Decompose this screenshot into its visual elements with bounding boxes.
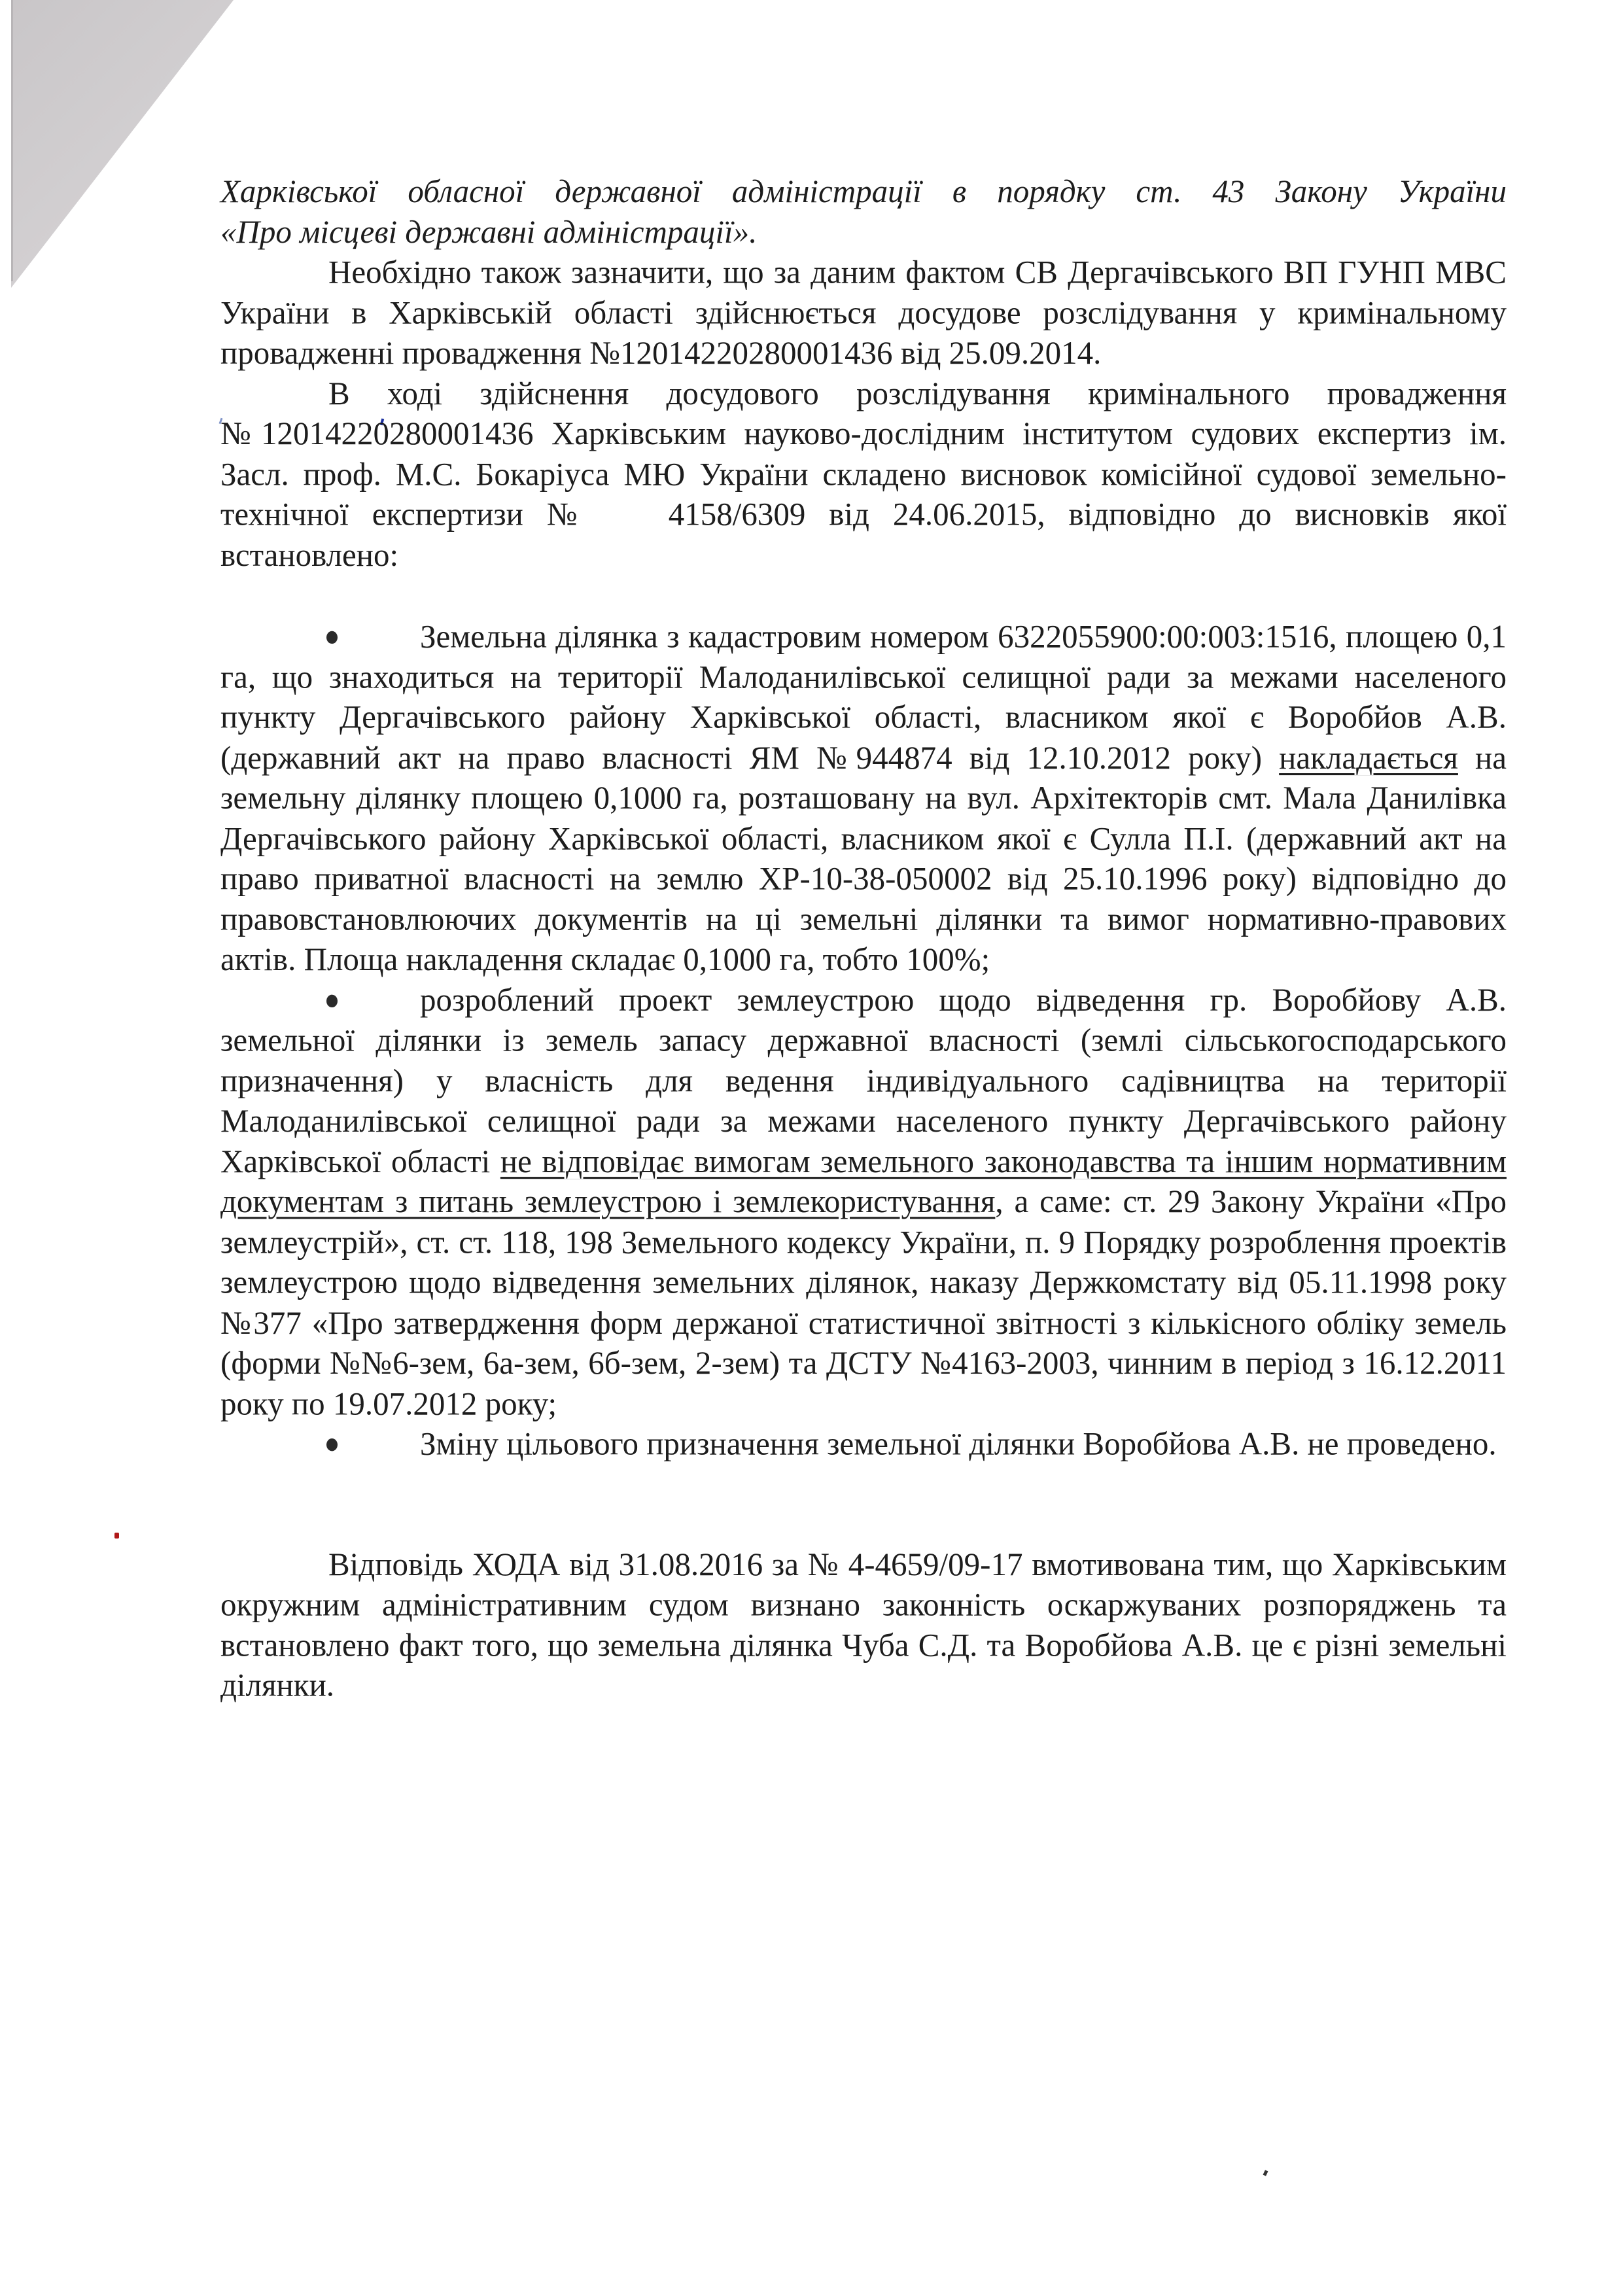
bullet-text: на земельну ділянку площею 0,1000 га, розташовану на вул. Архітекторів смт. Мала Данилівка Дергачівського району Харківської області, власником якої є Сулла П.І. (державний акт на право приватної власності на землю ХР-10-38-050002 від 25.10.1996 року) відповідно до правовстановлюючих документів на ці земельні ділянки та вимог нормативно-правових актів. Площа накладення складає 0,1000 га, тобто 100%;: [220, 739, 1507, 978]
number-sign: №: [546, 495, 578, 532]
bullet-text: Зміну цільового призначення земельної ділянки Воробйова А.В. не проведено.: [420, 1425, 1497, 1462]
scan-speck-red: [114, 1533, 119, 1539]
underlined-text: не відповідає вимогам земельного законодавства та іншим нормативним документам з питань землеустрою і землекористування: [220, 1142, 1507, 1220]
spacer: [220, 1464, 1507, 1544]
paragraph-investigation: Необхідно також зазначити, що за даним фактом СВ Дергачівського ВП ГУНП МВС України в Харківській області здійснюється досудове розслідування у кримінальному провадженні провадження №12014220280001436 від 25.09.2014.: [220, 253, 1507, 371]
paragraph-response: Відповідь ХОДА від 31.08.2016 за № 4-4659/09-17 вмотивована тим, що Харківським окружним адміністративним судом визнано законність оскаржуваних розпоряджень та встановлено факт того, що земельна ділянка Чуба С.Д. та Воробйова А.В. це є різні земельні ділянки.: [220, 1545, 1507, 1703]
bullet-text: , а саме: ст. 29 Закону України «Про землеустрій», ст. ст. 118, 198 Земельного кодексу України, п. 9 Порядку розроблення проектів землеустрою щодо відведення земельних ділянок, наказу Держкомстату від 05.11.1998 року №377 «Про затвердження форм держаної статистичної звітності з кількісного обліку земель (форми №№6-зем, 6а-зем, 6б-зем, 2-зем) та ДСТУ №4163-2003, чинним в період з 16.12.2011 року по 19.07.2012 року;: [220, 1183, 1507, 1421]
bullet-item: [220, 616, 1507, 979]
paragraph-expertise: [220, 374, 1507, 576]
scan-folded-corner: [11, 0, 234, 288]
bullet-icon: [326, 631, 338, 644]
expertise-text-after: 4158/6309 від 24.06.2015, відповідно до висновків якої встановлено:: [220, 495, 1507, 573]
bullet-item: [220, 1424, 1507, 1465]
bullet-icon: [326, 1438, 338, 1451]
document-page: [220, 171, 1507, 1705]
bullet-text: розроблений проект землеустрою щодо відведення гр. Воробйову А.В. земельної ділянки із земель запасу державної власності (землі сільськогосподарського призначення) у власність для ведення індивідуального садівництва на території Малоданилівської селищної ради за межами населеного пункту Дергачівського району Харківської області: [220, 981, 1507, 1179]
bullet-icon: [326, 994, 338, 1007]
scan-speck: [1263, 2170, 1268, 2176]
spacer: [220, 575, 1507, 616]
expertise-text: В ході здійснення досудового розслідування кримінального провадження №12014220280001436 Харківським науково-дослідним інститутом судових експертиз ім. Засл. проф. М.С. Бокаріуса МЮ України складено висновок комісійної судової земельно-технічної експертизи: [220, 374, 1507, 532]
bullet-text: Земельна ділянка з кадастровим номером 6322055900:00:003:1516, площею 0,1 га, що знаходиться на території Малоданилівської селищної ради за межами населеного пункту Дергачівського району Харківської області, власником якої є Воробйов А.В. (державний акт на право власності ЯМ №944874 від 12.10.2012 року): [220, 617, 1507, 776]
scan-edge-shadow: [11, 0, 13, 281]
underlined-text: накладається: [1279, 739, 1458, 776]
bullet-item: [220, 980, 1507, 1424]
paragraph-line: Харківської обласної державної адміністрації в порядку ст. 43 Закону України: [220, 173, 1507, 210]
paragraph-line: «Про місцеві державні адміністрації».: [220, 213, 758, 250]
